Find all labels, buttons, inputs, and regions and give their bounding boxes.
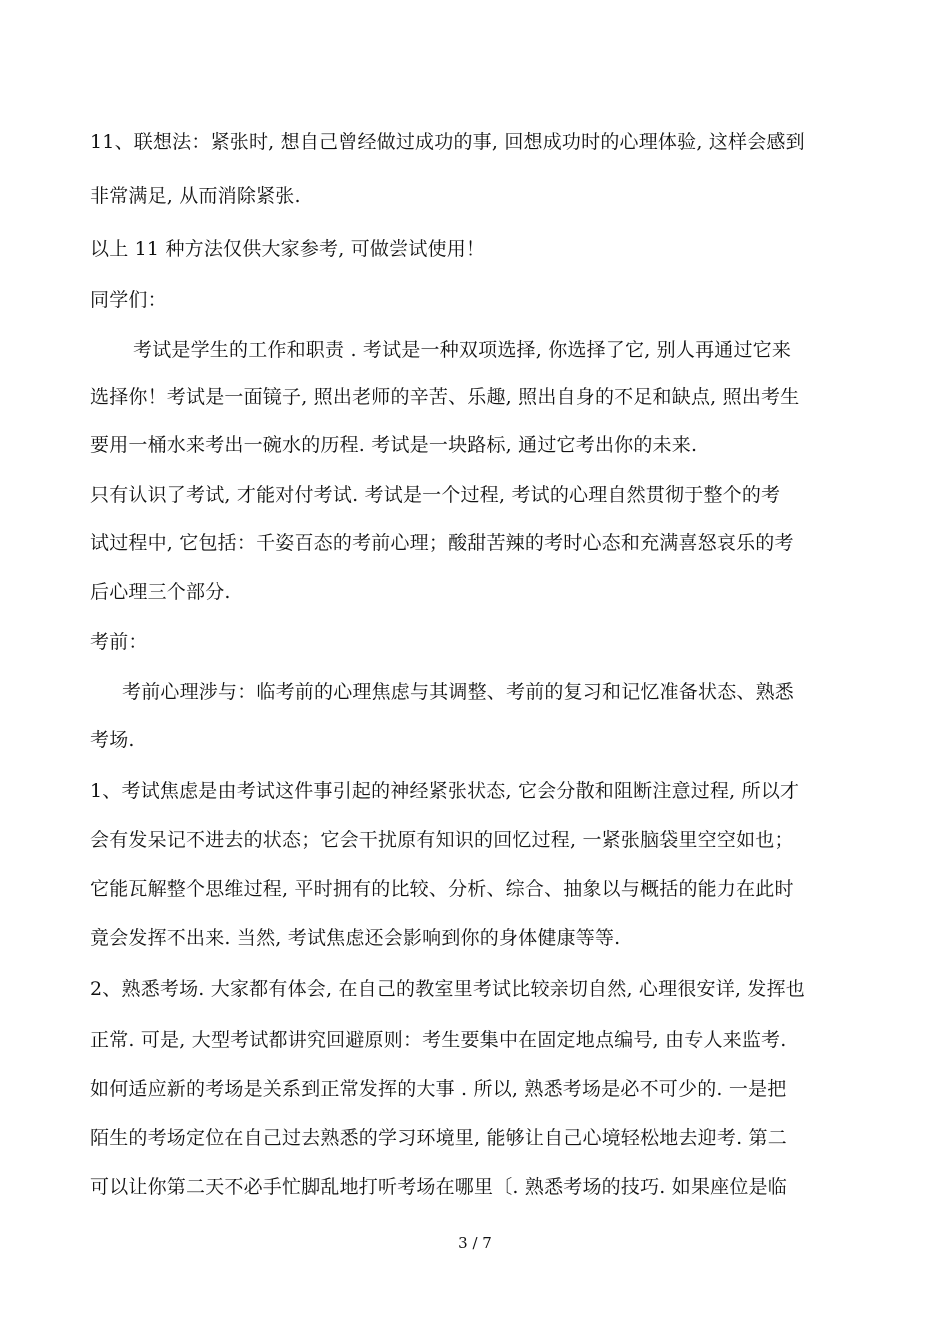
text-line: 后心理三个部分. — [90, 581, 231, 603]
text-line: 考前心理涉与：临考前的心理焦虑与其调整、考前的复习和记忆准备状态、熟悉 — [122, 681, 795, 703]
text-line: 考场. — [90, 729, 135, 751]
text-line: 会有发呆记不进去的状态；它会干扰原有知识的回忆过程, 一紧张脑袋里空空如也； — [90, 829, 794, 851]
text-line: 非常满足, 从而消除紧张. — [90, 185, 301, 207]
text-line: 考前： — [90, 631, 148, 653]
text-line: 它能瓦解整个思维过程, 平时拥有的比较、分析、综合、抽象以与概括的能力在此时 — [90, 878, 794, 900]
text-line: 选择你！考试是一面镜子, 照出老师的辛苦、乐趣, 照出自身的不足和缺点, 照出考生 — [90, 386, 800, 408]
text-line: 试过程中, 它包括：千姿百态的考前心理；酸甜苦辣的考时心态和充满喜怒哀乐的考 — [90, 532, 794, 554]
text-line: 1、考试焦虑是由考试这件事引起的神经紧张状态, 它会分散和阻断注意过程, 所以才 — [90, 780, 800, 802]
text-line: 竟会发挥不出来. 当然, 考试焦虑还会影响到你的身体健康等等. — [90, 927, 621, 949]
text-line: 以上 11 种方法仅供大家参考, 可做尝试使用！ — [90, 238, 486, 260]
text-line: 11、联想法：紧张时, 想自己曾经做过成功的事, 回想成功时的心理体验, 这样会感到 — [90, 131, 805, 153]
text-line: 同学们： — [90, 289, 167, 311]
text-line: 如何适应新的考场是关系到正常发挥的大事 . 所以, 熟悉考场是必不可少的. 一是把 — [90, 1078, 787, 1100]
text-line: 只有认识了考试, 才能对付考试. 考试是一个过程, 考试的心理自然贯彻于整个的考 — [90, 484, 781, 506]
text-line: 正常. 可是, 大型考试都讲究回避原则：考生要集中在固定地点编号, 由专人来监考. — [90, 1029, 787, 1051]
text-line: 陌生的考场定位在自己过去熟悉的学习环境里, 能够让自己心境轻松地去迎考. 第二 — [90, 1127, 787, 1149]
text-line: 可以让你第二天不必手忙脚乱地打听考场在哪里〔. 熟悉考场的技巧. 如果座位是临 — [90, 1176, 787, 1198]
text-line: 要用一桶水来考出一碗水的历程. 考试是一块路标, 通过它考出你的未来. — [90, 434, 698, 456]
page-number: 3 / 7 — [458, 1234, 492, 1252]
text-line: 考试是学生的工作和职责 . 考试是一种双项选择, 你选择了它, 别人再通过它来 — [133, 339, 792, 361]
text-line: 2、熟悉考场. 大家都有体会, 在自己的教室里考试比较亲切自然, 心理很安详, 发挥也 — [90, 978, 806, 1000]
